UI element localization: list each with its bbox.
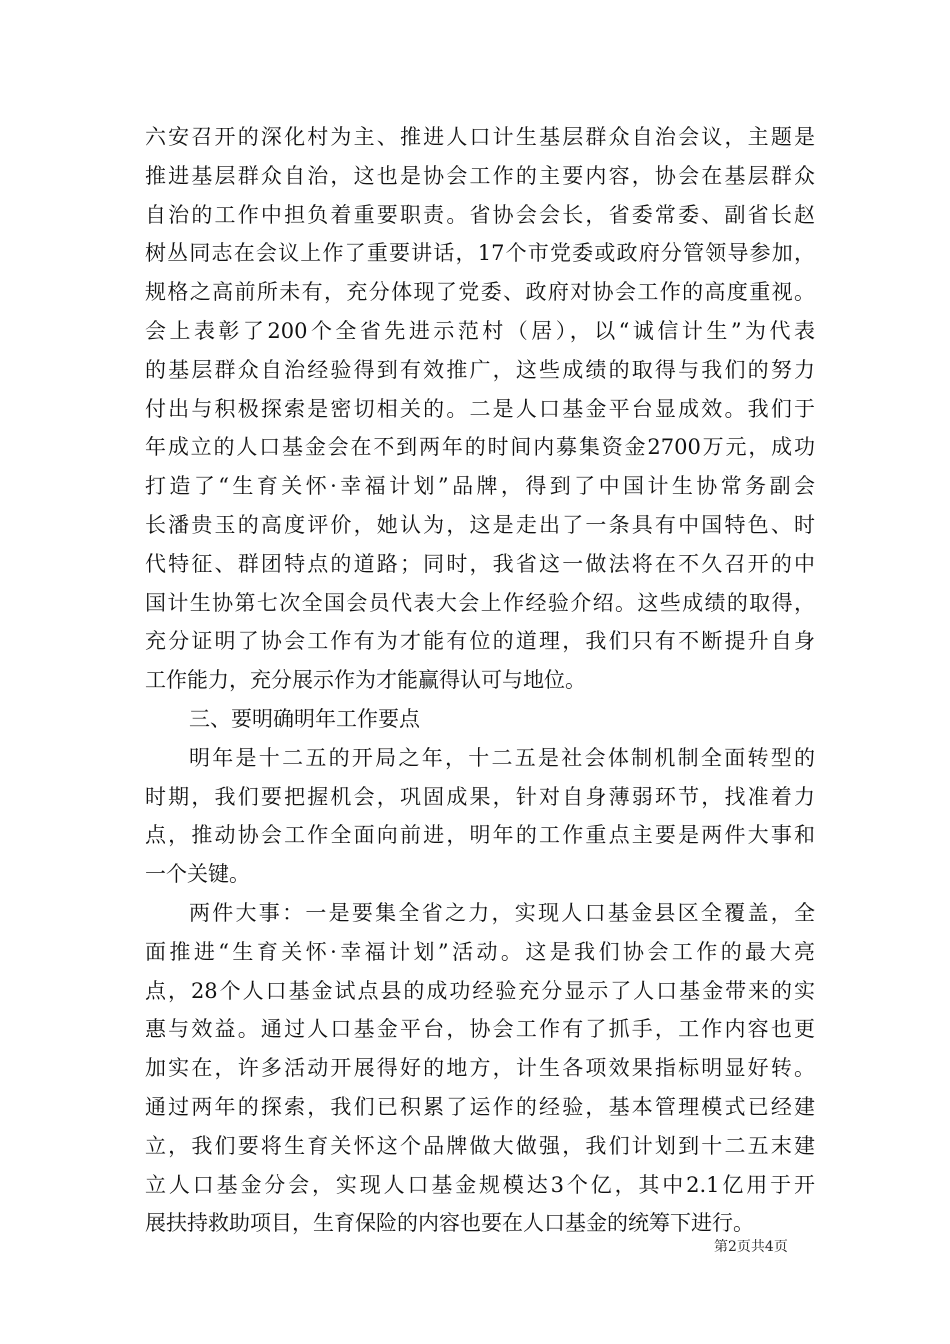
text-line: 年成立的人口基金会在不到两年的时间内募集资金2700万元，成功 xyxy=(145,435,815,460)
page-number: 第2页共4页 xyxy=(714,1239,788,1255)
text-line: 树丛同志在会议上作了重要讲话，17个市党委或政府分管领导参加， xyxy=(145,241,815,266)
text-line: 的基层群众自治经验得到有效推广，这些成绩的取得与我们的努力 xyxy=(145,357,815,382)
text-line: 两件大事：一是要集全省之力，实现人口基金县区全覆盖，全 xyxy=(189,900,815,925)
text-line: 代特征、群团特点的道路；同时，我省这一做法将在不久召开的中 xyxy=(145,551,815,576)
text-line: 立人口基金分会，实现人口基金规模达3个亿，其中2.1亿用于开 xyxy=(145,1172,815,1197)
body-text xyxy=(145,118,815,1243)
text-line: 长潘贵玉的高度评价，她认为，这是走出了一条具有中国特色、时 xyxy=(145,512,815,537)
text-line: 时期，我们要把握机会，巩固成果，针对自身薄弱环节，找准着力 xyxy=(145,784,815,809)
text-line: 充分证明了协会工作有为才能有位的道理，我们只有不断提升自身 xyxy=(145,629,815,654)
text-line: 付出与积极探索是密切相关的。二是人口基金平台显成效。我们于 xyxy=(145,396,815,421)
text-line: 惠与效益。通过人口基金平台，协会工作有了抓手，工作内容也更 xyxy=(145,1017,815,1042)
text-line: 会上表彰了200个全省先进示范村（居），以“诚信计生”为代表 xyxy=(145,318,815,343)
text-line: 自治的工作中担负着重要职责。省协会会长，省委常委、副省长赵 xyxy=(145,202,815,227)
section-heading: 三、要明确明年工作要点 xyxy=(189,706,420,731)
text-line: 明年是十二五的开局之年，十二五是社会体制机制全面转型的 xyxy=(189,745,815,770)
text-line: 一个关键。 xyxy=(145,862,250,887)
text-line: 面推进“生育关怀·幸福计划”活动。这是我们协会工作的最大亮 xyxy=(145,939,815,964)
text-line: 通过两年的探索，我们已积累了运作的经验，基本管理模式已经建 xyxy=(145,1094,815,1119)
text-line: 工作能力，充分展示作为才能赢得认可与地位。 xyxy=(145,668,586,693)
text-line: 规格之高前所未有，充分体现了党委、政府对协会工作的高度重视。 xyxy=(145,280,815,305)
text-line: 打造了“生育关怀·幸福计划”品牌，得到了中国计生协常务副会 xyxy=(145,474,815,499)
text-line: 推进基层群众自治，这也是协会工作的主要内容，协会在基层群众 xyxy=(145,163,815,188)
text-line: 加实在，许多活动开展得好的地方，计生各项效果指标明显好转。 xyxy=(145,1056,815,1081)
text-line: 展扶持救助项目，生育保险的内容也要在人口基金的统筹下进行。 xyxy=(145,1211,754,1236)
text-line: 六安召开的深化村为主、推进人口计生基层群众自治会议，主题是 xyxy=(145,125,815,149)
text-line: 点，28个人口基金试点县的成功经验充分显示了人口基金带来的实 xyxy=(145,978,815,1003)
text-line: 国计生协第七次全国会员代表大会上作经验介绍。这些成绩的取得， xyxy=(145,590,815,615)
text-line: 点，推动协会工作全面向前进，明年的工作重点主要是两件大事和 xyxy=(145,823,815,848)
text-line: 立，我们要将生育关怀这个品牌做大做强，我们计划到十二五末建 xyxy=(145,1133,815,1158)
